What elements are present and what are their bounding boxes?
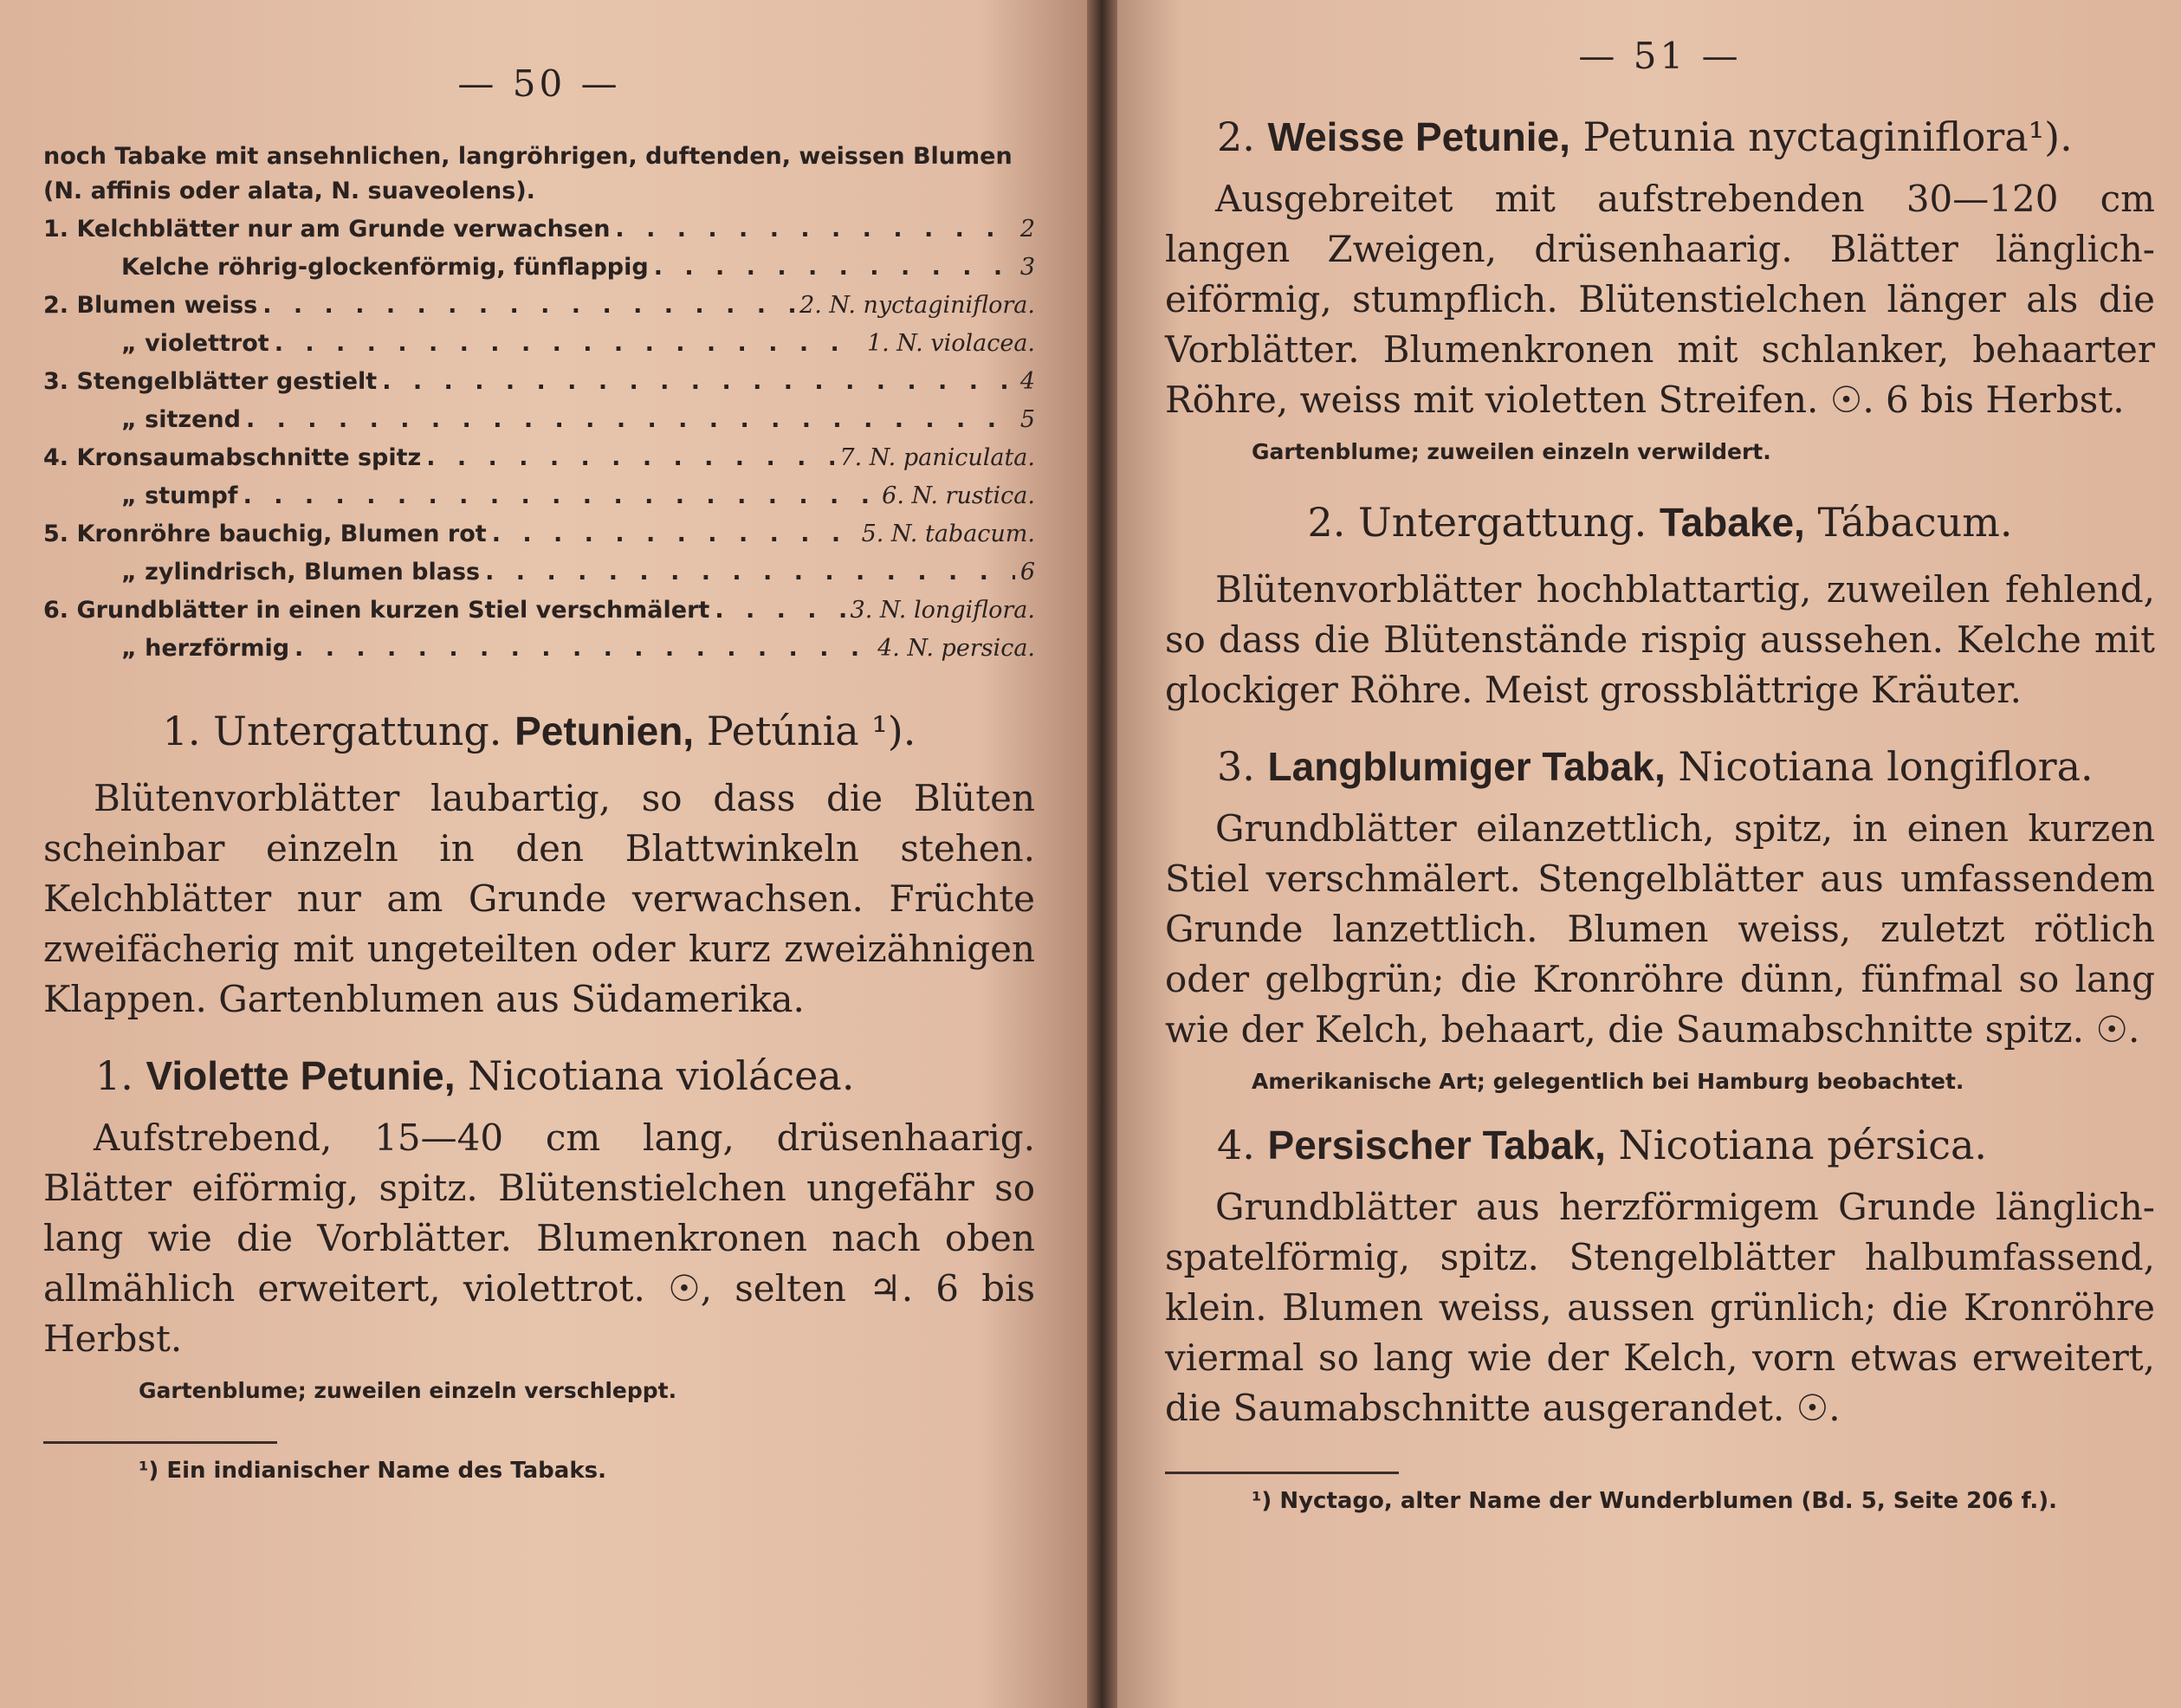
key-row-result: 5. N. tabacum. xyxy=(861,521,1035,547)
key-row-result: 3 xyxy=(1019,254,1035,281)
subgenus-name: Petunien, xyxy=(515,708,695,754)
key-row-leader-dots xyxy=(382,368,1015,395)
species-heading xyxy=(43,1051,1035,1101)
key-row-leader-dots xyxy=(243,482,877,509)
species-note: Gartenblume; zuweilen einzeln verwildert. xyxy=(1252,439,1771,464)
key-row-result: 2. N. nyctaginiflora. xyxy=(799,292,1035,319)
footnote-divider xyxy=(43,1441,277,1444)
subgenus-description: Blütenvorblätter laubartig, so dass die Blüten scheinbar einzeln in den Blattwinkeln stehen. Kelchblätter nur am Grunde verwachsen. Früchte zweifächerig mit ungeteilten oder kurz zweizähnigen Klappen. Gartenblumen aus Südamerika. xyxy=(43,777,1035,1020)
subgenus-heading xyxy=(43,706,1035,756)
key-row-leader-dots xyxy=(615,216,1014,243)
species-note: Amerikanische Art; gelegentlich bei Hamburg beobachtet. xyxy=(1252,1069,1964,1094)
key-row-label: „ herzförmig xyxy=(121,635,290,662)
species-note: Gartenblume; zuweilen einzeln verschleppt. xyxy=(139,1378,677,1403)
key-row-result: 4. N. persica. xyxy=(877,635,1035,662)
subgenus-prefix: Untergattung. xyxy=(213,708,502,754)
key-row-label: „ stumpf xyxy=(121,482,238,509)
species-description: Aufstrebend, 15—40 cm lang, drüsenhaarig. Blätter eiförmig, spitz. Blütenstielchen ungefähr so lang wie die Vorblätter. Blumenkronen nach oben allmählich erweitert, violettrot. ☉, selten ♃. 6 bis Herbst. xyxy=(43,1116,1035,1360)
key-row-leader-dots xyxy=(485,559,1015,586)
footnote: ¹) Nyctago, alter Name der Wunderblumen (Bd. 5, Seite 206 f.). xyxy=(1252,1488,2057,1514)
key-row-leader-dots xyxy=(715,597,845,624)
key-row-result: 1. N. violacea. xyxy=(866,330,1035,357)
species-name: Langblumiger Tabak, xyxy=(1267,744,1666,789)
species-latin: Nicotiana longiflora. xyxy=(1678,743,2094,790)
key-row xyxy=(43,292,1035,330)
subgenus-number: 1. xyxy=(162,708,201,754)
key-row-leader-dots xyxy=(262,292,794,319)
key-intro: noch Tabake mit ansehnlichen, langröhrigen, duftenden, weissen Blumen (N. affinis oder alata, N. suaveolens). xyxy=(43,143,1013,204)
key-row xyxy=(43,635,1035,673)
key-row-label: 2. Blumen weiss xyxy=(43,292,258,319)
key-row-label: 1. Kelchblätter nur am Grunde verwachsen xyxy=(43,216,611,243)
key-row-result: 4 xyxy=(1019,368,1035,395)
key-row xyxy=(43,521,1035,559)
key-row xyxy=(43,254,1035,292)
species-latin: Nicotiana violácea. xyxy=(468,1052,855,1099)
key-row-result: 6 xyxy=(1019,559,1035,586)
key-row-label: 4. Kronsaumabschnitte spitz xyxy=(43,444,422,471)
key-row-label: 5. Kronröhre bauchig, Blumen rot xyxy=(43,521,487,547)
key-row xyxy=(43,444,1035,482)
subgenus-prefix: Untergattung. xyxy=(1358,499,1647,546)
key-row xyxy=(43,368,1035,406)
key-row-leader-dots xyxy=(275,330,862,357)
key-row-leader-dots xyxy=(654,254,1015,281)
species-description: Grundblätter eilanzettlich, spitz, in einen kurzen Stiel verschmälert. Stengelblätter aus umfassendem Grunde lanzettlich. Blumen weiss, zuletzt rötlich oder gelbgrün; die Kronröhre dünn, fünfmal so lang wie der Kelch, behaart, die Saumabschnitte spitz. ☉. xyxy=(1165,807,2155,1051)
species-latin: Petunia nyctaginiflora¹). xyxy=(1582,113,2073,160)
species-heading xyxy=(1165,1120,2155,1170)
key-row xyxy=(43,559,1035,597)
key-row-leader-dots xyxy=(492,521,857,547)
species-name: Persischer Tabak, xyxy=(1267,1122,1606,1168)
page-number: — 51 — xyxy=(1578,35,1742,77)
key-row-leader-dots xyxy=(294,635,872,662)
key-row-leader-dots xyxy=(426,444,834,471)
book-gutter xyxy=(1087,0,1117,1708)
subgenus-latin: Tábacum. xyxy=(1817,499,2013,546)
species-number: 2. xyxy=(1217,113,1255,160)
key-row xyxy=(43,406,1035,444)
subgenus-description: Blütenvorblätter hochblattartig, zuweilen fehlend, so dass die Blütenstände rispig aussehen. Kelche mit glockiger Röhre. Meist grossblättrige Kräuter. xyxy=(1165,568,2155,711)
key-row-label: „ zylindrisch, Blumen blass xyxy=(121,559,481,586)
species-heading xyxy=(1165,741,2155,792)
key-row xyxy=(43,330,1035,368)
species-description: Ausgebreitet mit aufstrebenden 30—120 cm langen Zweigen, drüsenhaarig. Blätter länglich-eiförmig, stumpflich. Blütenstielchen länger als die Vorblätter. Blumenkronen mit schlanker, behaarter Röhre, weiss mit violetten Streifen. ☉. 6 bis Herbst. xyxy=(1165,178,2155,421)
identification-key xyxy=(43,216,1035,673)
species-number: 1. xyxy=(95,1052,133,1099)
key-row-result: 3. N. longiflora. xyxy=(850,597,1035,624)
subgenus-heading xyxy=(1165,497,2155,547)
key-row-result: 6. N. rustica. xyxy=(882,482,1035,509)
species-latin: Nicotiana pérsica. xyxy=(1618,1122,1988,1168)
key-row-leader-dots xyxy=(246,406,1015,433)
left-page xyxy=(0,0,1087,1708)
species-name: Violette Petunie, xyxy=(146,1053,456,1098)
key-row-label: 3. Stengelblätter gestielt xyxy=(43,368,378,395)
key-row xyxy=(43,597,1035,635)
footnote: ¹) Ein indianischer Name des Tabaks. xyxy=(139,1458,606,1484)
subgenus-latin: Petúnia ¹). xyxy=(706,708,916,754)
species-number: 3. xyxy=(1217,743,1255,790)
footnote-divider xyxy=(1165,1472,1399,1474)
key-row-result: 2 xyxy=(1019,216,1035,243)
key-row xyxy=(43,482,1035,521)
page-number: — 50 — xyxy=(457,62,621,105)
subgenus-name: Tabake, xyxy=(1659,500,1805,545)
right-page xyxy=(1117,0,2181,1708)
key-row-label: „ sitzend xyxy=(121,406,241,433)
species-description: Grundblätter aus herzförmigem Grunde länglich-spatelförmig, spitz. Stengelblätter halbumfassend, klein. Blumen weiss, aussen grünlich; die Kronröhre viermal so lang wie der Kelch, vorn etwas erweitert, die Saumabschnitte ausgerandet. ☉. xyxy=(1165,1186,2155,1429)
species-number: 4. xyxy=(1217,1122,1255,1168)
key-row-label: Kelche röhrig-glockenförmig, fünflappig xyxy=(121,254,649,281)
species-heading xyxy=(1165,112,2155,162)
key-row-result: 7. N. paniculata. xyxy=(839,444,1035,471)
subgenus-number: 2. xyxy=(1307,499,1346,546)
species-name: Weisse Petunie, xyxy=(1267,114,1570,159)
key-row-result: 5 xyxy=(1019,406,1035,433)
key-row-label: „ violettrot xyxy=(121,330,269,357)
key-row-label: 6. Grundblätter in einen kurzen Stiel verschmälert xyxy=(43,597,710,624)
key-row xyxy=(43,216,1035,254)
